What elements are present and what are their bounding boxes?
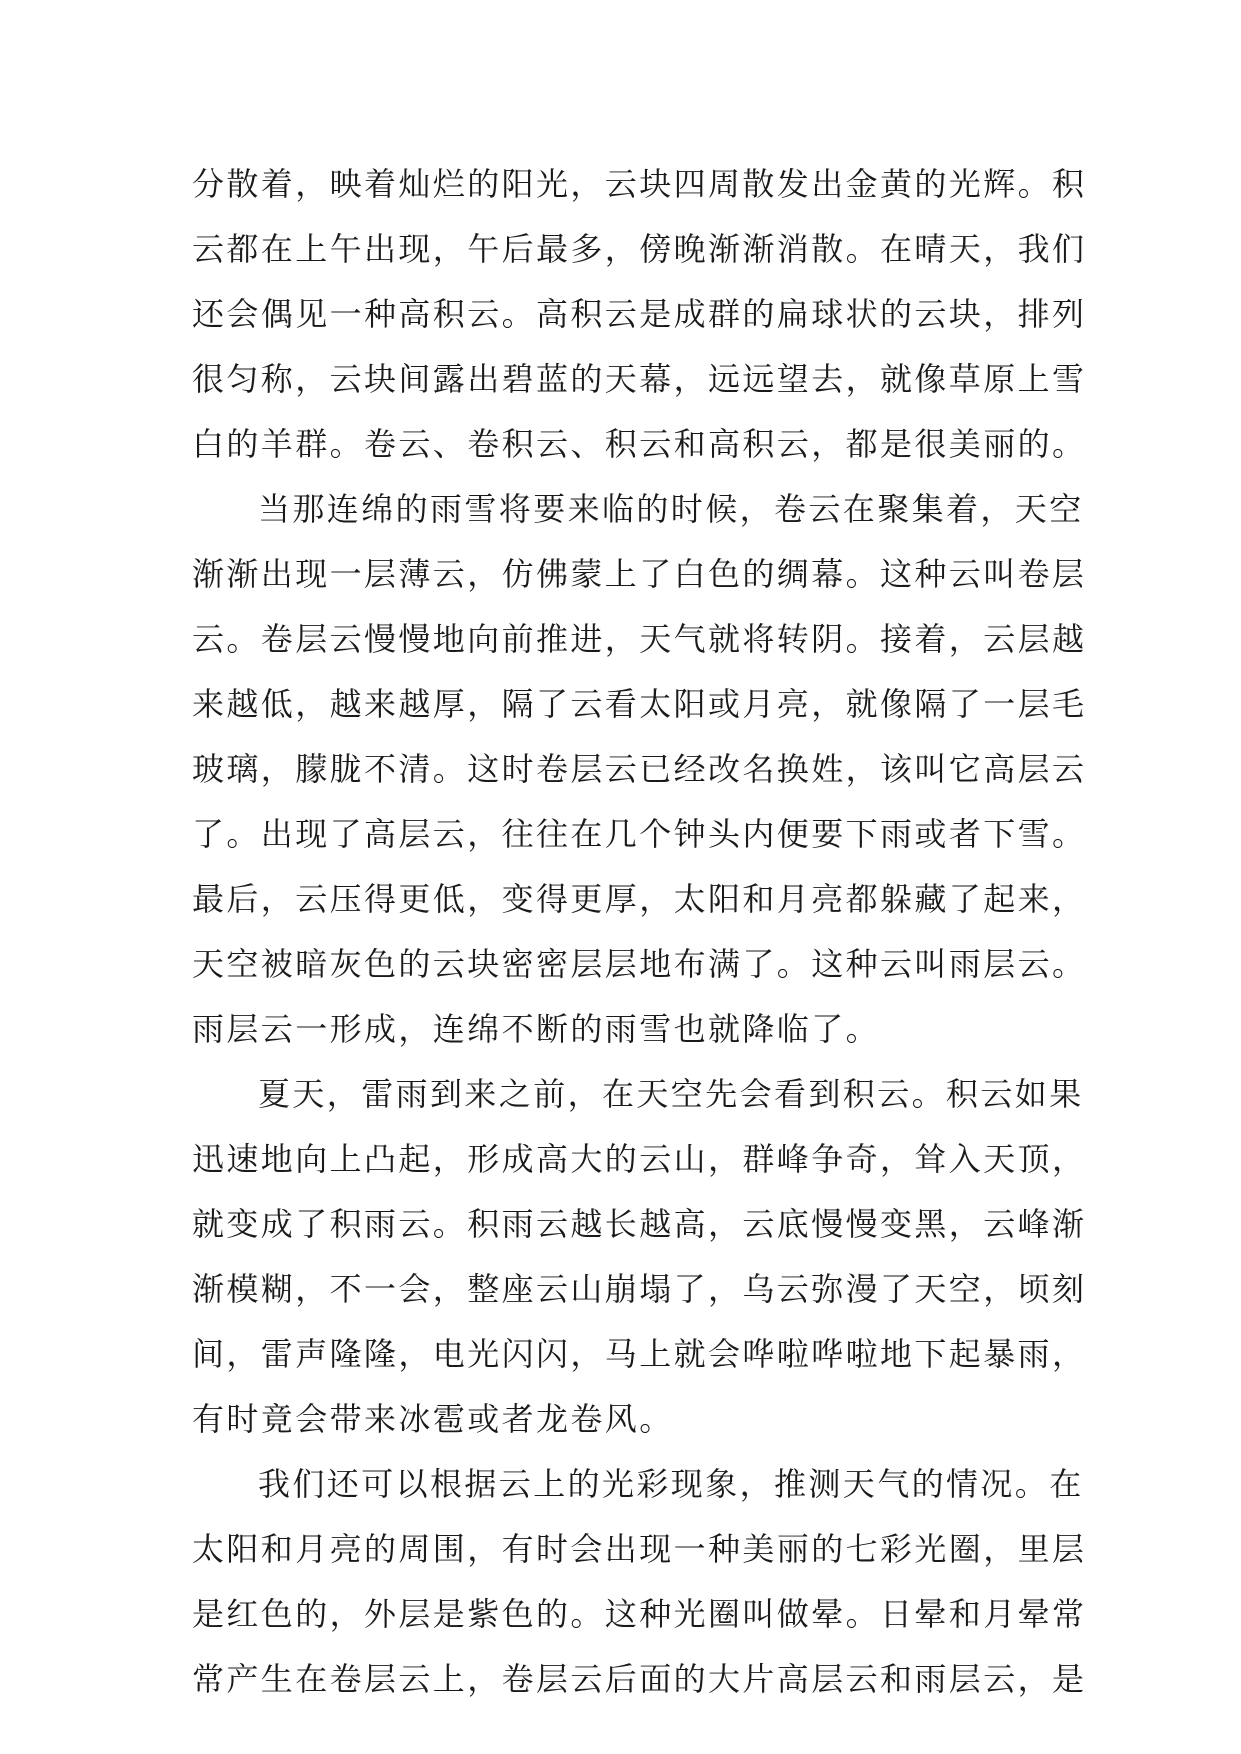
text-line: 是红色的，外层是紫色的。这种光圈叫做晕。日晕和月晕常 — [192, 1595, 1087, 1633]
text-line: 云。卷层云慢慢地向前推进，天气就将转阴。接着，云层越 — [192, 620, 1087, 658]
text-line: 太阳和月亮的周围，有时会出现一种美丽的七彩光圈，里层 — [192, 1530, 1087, 1568]
text-line: 很匀称，云块间露出碧蓝的天幕，远远望去，就像草原上雪 — [192, 360, 1087, 398]
text-line: 迅速地向上凸起，形成高大的云山，群峰争奇，耸入天顶， — [192, 1140, 1087, 1178]
text-line: 来越低，越来越厚，隔了云看太阳或月亮，就像隔了一层毛 — [192, 685, 1087, 723]
text-line: 最后，云压得更低，变得更厚，太阳和月亮都躲藏了起来， — [192, 880, 1087, 918]
text-line: 当那连绵的雨雪将要来临的时候，卷云在聚集着，天空 — [258, 490, 1084, 528]
text-line: 我们还可以根据云上的光彩现象，推测天气的情况。在 — [258, 1465, 1084, 1503]
text-line: 玻璃，朦胧不清。这时卷层云已经改名换姓，该叫它高层云 — [192, 750, 1087, 788]
text-line: 白的羊群。卷云、卷积云、积云和高积云，都是很美丽的。 — [192, 425, 1087, 463]
text-line: 天空被暗灰色的云块密密层层地布满了。这种云叫雨层云。 — [192, 945, 1087, 983]
text-line: 夏天，雷雨到来之前，在天空先会看到积云。积云如果 — [258, 1075, 1084, 1113]
body-text — [192, 152, 1087, 1712]
text-line: 雨层云一形成，连绵不断的雨雪也就降临了。 — [192, 1010, 881, 1048]
text-line: 就变成了积雨云。积雨云越长越高，云底慢慢变黑，云峰渐 — [192, 1205, 1087, 1243]
text-line: 有时竟会带来冰雹或者龙卷风。 — [192, 1400, 674, 1438]
text-line: 了。出现了高层云，往往在几个钟头内便要下雨或者下雪。 — [192, 815, 1087, 853]
text-line: 渐渐出现一层薄云，仿佛蒙上了白色的绸幕。这种云叫卷层 — [192, 555, 1087, 593]
text-line: 云都在上午出现，午后最多，傍晚渐渐消散。在晴天，我们 — [192, 230, 1087, 268]
text-line: 间，雷声隆隆，电光闪闪，马上就会哗啦哗啦地下起暴雨， — [192, 1335, 1087, 1373]
text-line: 渐模糊，不一会，整座云山崩塌了，乌云弥漫了天空，顷刻 — [192, 1270, 1087, 1308]
text-line: 常产生在卷层云上，卷层云后面的大片高层云和雨层云，是 — [192, 1660, 1087, 1698]
text-line: 还会偶见一种高积云。高积云是成群的扁球状的云块，排列 — [192, 295, 1087, 333]
text-line: 分散着，映着灿烂的阳光，云块四周散发出金黄的光辉。积 — [192, 165, 1087, 203]
